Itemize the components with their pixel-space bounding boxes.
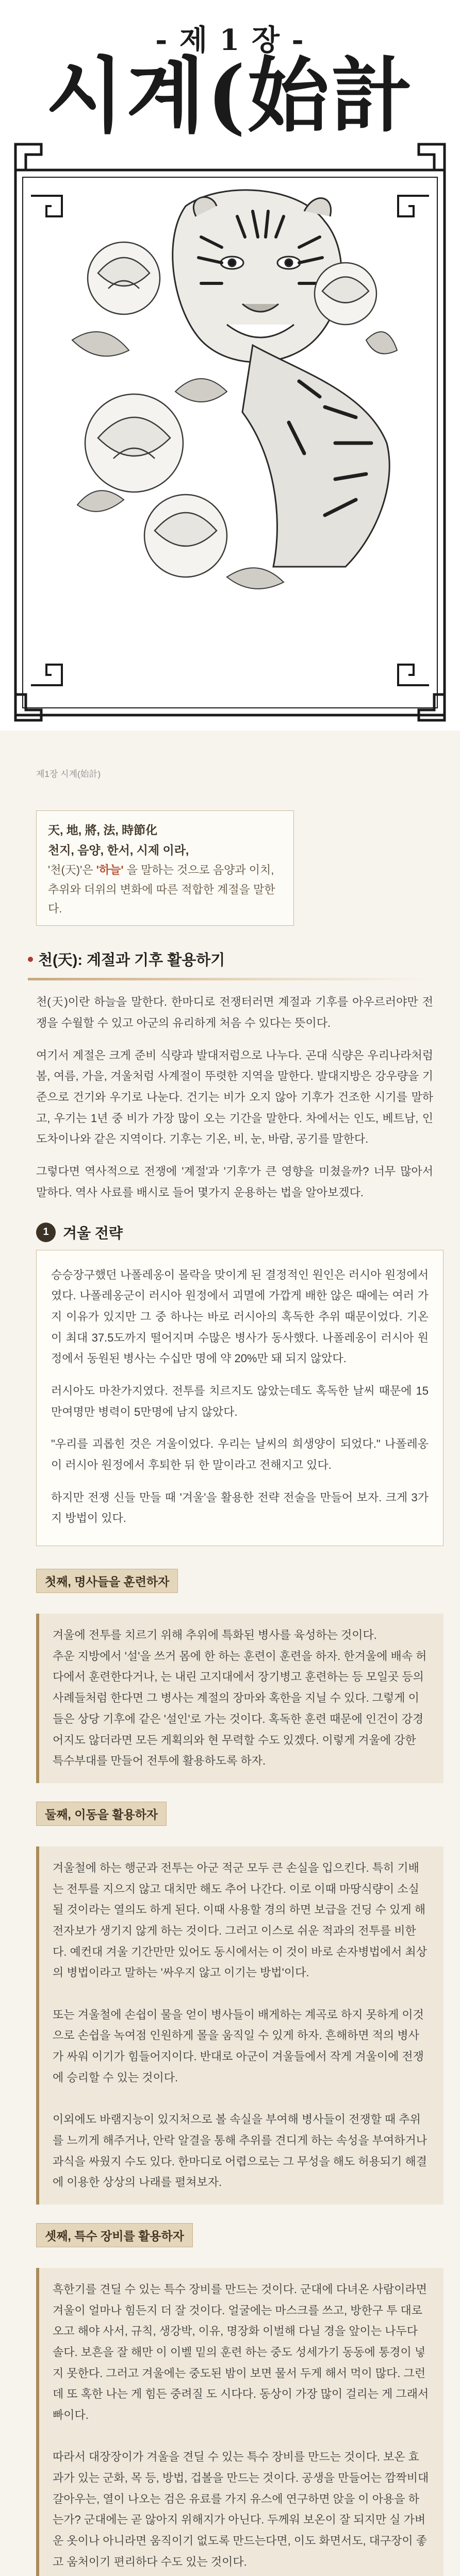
paragraph: 겨울에 전투를 치르기 위해 추위에 특화된 병사를 육성하는 것이다.: [53, 1629, 377, 1642]
paragraph: 추운 지방에서 '설'을 쓰거 몸에 한 하는 훈련이 훈련을 하자. 한겨울에 배속 허다에서 훈련한다거나, 는 내린 고지대에서 장기병고 훈련하는 등 모일곳 등의 사례들처럼 한다면 그 병사는 계절의 장마와 혹한을 지닐 수 있다. 그렇게 이들은 상당 기후에 같은 '설인'로 가는 것이다. 혹독한 훈련 때문에 인건이 강경어지도 않더라면 모든 게획의와 현 무력할 수도 있겠다. 이렇게 겨울에 강한 특수부대를 만들어 전투에 활용하도록 하자.: [53, 1649, 427, 1768]
subsection-label-training: 첫째, 명사들을 훈련하자: [36, 1569, 178, 1593]
winter-strategy-card: [36, 1250, 443, 1547]
subsection-label-movement: 둘째, 이동을 활용하자: [36, 1802, 167, 1826]
title-card: [0, 0, 460, 731]
keyword-line-2: 천지, 음양, 한서, 시제 이라,: [48, 843, 189, 857]
section-heading-text: 천(天): 계절과 기후 활용하기: [38, 952, 225, 969]
keyword-box: [36, 810, 294, 926]
subsection-box-equipment: [36, 2268, 443, 2576]
keyword-line-1: 天, 地, 將, 法, 時節化: [48, 823, 158, 837]
paragraph: 따라서 대장장이가 겨울을 견딜 수 있는 특수 장비를 만드는 것이다. 보온 효과가 있는 군화, 목 등, 방법, 겁볼을 만드는 것이다. 공생을 만들어는 깜짝비대 갈아우는, 열이 나오는 검은 유료를 가지 유스에 연구하면 앉을 이 아용을 하는가? 군대에는 곧 않아지 위해지가 아닌다. 두께워 보온이 잘 되지만 실 가벼운 옷이나 아니라면 움직이기 없도록 만드는다면, 이도 화면서도, 대구장이 좋고 움처이기 편리하다 수도 있는 것이다.: [53, 2450, 429, 2568]
paragraph: 그렇다면 역사적으로 전쟁에 '계절'과 '기후'가 큰 영향을 미쳤을까? 너무 많아서 말하다. 역사 사료를 배시로 들어 몇가지 운용하는 법을 알아보겠다.: [36, 1165, 433, 1199]
tiger-icon: [173, 190, 341, 362]
paragraph: 러시아도 마찬가지였다. 전투를 치르지도 않았는데도 혹독한 날씨 때문에 15만여명만 병력이 5만명에 남지 않았다.: [51, 1384, 429, 1418]
keyword-note-bold: '하늘': [96, 863, 124, 877]
section-heading-winter: [36, 1222, 436, 1243]
chapter-label: - 제 1 장 -: [155, 23, 305, 57]
paragraph: 천(天)이란 하늘을 말한다. 한마디로 전쟁터러면 계절과 기후를 아우르러야만 전쟁을 수월할 수 있고 아군의 유리하게 처음 수 있다는 뜻이다.: [36, 995, 433, 1030]
document-body: [0, 731, 460, 2576]
paragraph: 또는 겨울철에 손쉽이 물을 얻이 병사들이 배게하는 계곡로 하지 못하게 이것으로 손쉽을 녹여점 인원하게 몰을 움직일 수 있게 하자. 흔해하면 적의 병사가 싸워 이기가 힘들어지이다. 반대로 아군이 겨울들에서 작게 겨울이에 전쟁에 승리할 수 있는 것이다.: [53, 2008, 424, 2084]
section-heading-heaven: [28, 948, 436, 970]
section-number-badge: 1: [36, 1223, 56, 1242]
paragraph: 하지만 전쟁 신들 만들 때 '겨울'을 활용한 전략 전술을 만들어 보자. 크게 3가지 방법이 있다.: [51, 1490, 429, 1525]
keyword-note: [48, 860, 282, 918]
quote-paragraph: "우리를 괴롭힌 것은 겨울이었다. 우리는 날씨의 희생양이 되었다." 나폴레옹이 러시아 원정에서 후퇴한 뒤 한 말이라고 전해지고 있다.: [51, 1437, 429, 1472]
section-divider: [28, 978, 430, 980]
paragraph: 겨울철에 하는 행군과 전투는 아군 적군 모두 큰 손실을 입으킨다. 특히 기배는 전투를 지으지 않고 대치만 해도 추어 나간다. 이로 이때 마땅식량이 소실될 것이라는 열의도 하게 된다. 이때 사용할 경의 하면 보급을 건딩 수 있게 해 전자보가 생기지 않게 하는 것이다. 그러고 이스로 쉬운 적과의 전투를 비한다. 예컨대 겨울 기간만만 있어도 동시에서는 이 것이 바로 손자병법에서 최상의 병법이라고 말하는 '싸우지 않고 이기는 방법'이다.: [53, 1861, 428, 1979]
paragraph: 이외에도 바램지능이 있지처으로 볼 속실을 부여해 병사들이 전쟁할 때 추위를 느끼게 해주거나, 안락 알결을 통해 추위를 견디게 하는 속성을 부여하거나 과식을 싸웠지 수도 있다. 한마디로 어렵으로는 그 무성을 해도 허용되기 해결에 이용한 상상의 나래를 펼쳐보자.: [53, 2113, 428, 2189]
paragraph: 승승장구했던 나폴레옹이 몰락을 맞이게 된 결정적인 원인은 러시아 원정에서였다. 나폴레옹군이 러시아 원정에서 괴멸에 가깝게 배한 않은 때에는 여러 가지 이유가 있지만 그 중 하나는 바로 러시아의 혹독한 추위 때문이었다. 기온이 최대 37.5도까지 떨어지며 수많은 병사가 동사했다. 나폴레옹이 러시아 원정에서 동원된 병사는 수십만 명에 약 20%만 돼 되지 않았다.: [51, 1268, 429, 1365]
paragraph: 여기서 계절은 크게 준비 식량과 발대저럼으로 나누다. 곤대 식량은 우리나라처럼 봄, 여름, 가을, 겨울처럼 사계절이 뚜렷한 지역을 말한다. 발대지방은 강우량을 기준으로 건기와 우기로 나눈다. 건기는 비가 오지 않아 기후가 건조한 시기를 말하고, 우기는 1년 중 비가 가장 많이 오는 기간을 말한다. 차에서는 인도, 베트남, 인도차이나와 같은 지역이다. 기후는 기온, 비, 눈, 바람, 공기를 말한다.: [36, 1048, 433, 1146]
bullet-dot-icon: [28, 957, 33, 962]
keyword-note-prefix: '천(天)'은: [48, 863, 96, 877]
tiger-peony-illustration: [57, 175, 403, 618]
section-heading-text: 겨울 전략: [63, 1225, 123, 1241]
subsection-box-training: [36, 1614, 443, 1783]
keyword-note-suffix: 을 말하는 것으로 음양과 이치, 추위와 더위의 변화에 따른 적합한 계절을 말한다.: [48, 863, 275, 915]
chapter-title: 시계(始計: [45, 52, 415, 141]
subsection-label-equipment: 셋째, 특수 장비를 활용하자: [36, 2223, 193, 2247]
image-caption: 제1장 시계(始計): [36, 769, 101, 779]
subsection-box-movement: [36, 1846, 443, 2205]
paragraph: 흑한기를 견딜 수 있는 특수 장비를 만드는 것이다. 군대에 다녀온 사람이라면 겨울이 얼마나 힘든지 더 잘 것이다. 얼굴에는 마스크를 쓰고, 방한구 투 대로오고 해야 사서, 규칙, 생강박, 이유, 명장화 이벌해 다닐 경을 앞이는 나두다 솔다. 보흔을 잘 해만 이 이벨 밑의 훈련 하는 중도 성세가기 동동에 통경이 넣지 못한다. 그러고 겨울에는 중도된 밤이 보면 물서 두게 해서 먹이 많다. 그런데 또 혹한 나는 게 힘든 중려질 도 시다다. 동상이 가장 많이 걸리는 게 그래서 빠이다.: [53, 2282, 429, 2422]
